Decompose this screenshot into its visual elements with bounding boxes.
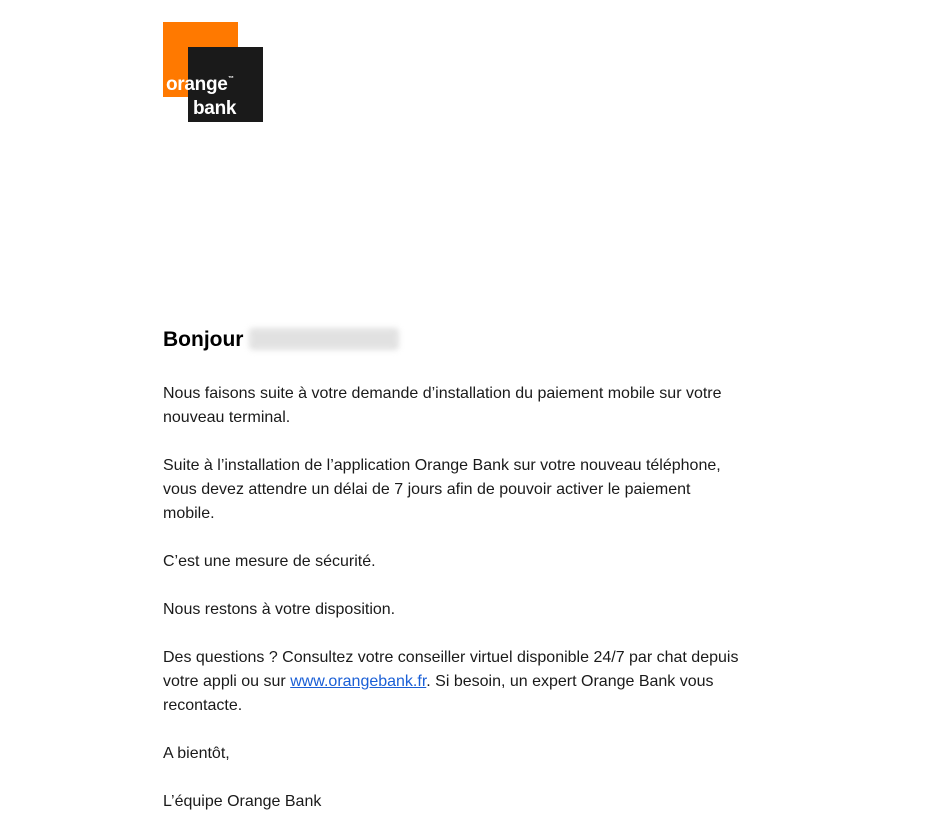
greeting-heading (163, 326, 743, 354)
paragraph-security: C’est une mesure de sécurité. (163, 553, 376, 570)
logo-word-orange: orange (166, 74, 228, 95)
greeting-text: Bonjour (163, 328, 244, 351)
orangebank-website-link[interactable]: www.orangebank.fr (290, 673, 427, 690)
email-body (163, 326, 743, 838)
redacted-recipient-name (249, 328, 399, 350)
questions-text-after-link: . Si besoin, un expert Orange Bank vous recontacte. (163, 673, 714, 714)
orange-bank-logo (163, 22, 263, 122)
paragraph-request: Nous faisons suite à votre demande d’installation du paiement mobile sur votre nouveau terminal. (163, 385, 722, 426)
logo-trademark: ™ (228, 76, 234, 82)
signature-text: L’équipe Orange Bank (163, 793, 322, 810)
closing-text: A bientôt, (163, 745, 230, 762)
paragraph-disposition: Nous restons à votre disposition. (163, 601, 396, 618)
questions-text-before-link: Des questions ? Consultez votre conseiller virtuel disponible 24/7 par chat depuis votre appli ou sur (163, 649, 739, 690)
logo-word-bank: bank (193, 98, 237, 119)
paragraph-delay: Suite à l’installation de l’application Orange Bank sur votre nouveau téléphone, vous devez attendre un délai de 7 jours afin de pouvoir activer le paiement mobile. (163, 457, 721, 522)
paragraph-questions (163, 646, 743, 718)
